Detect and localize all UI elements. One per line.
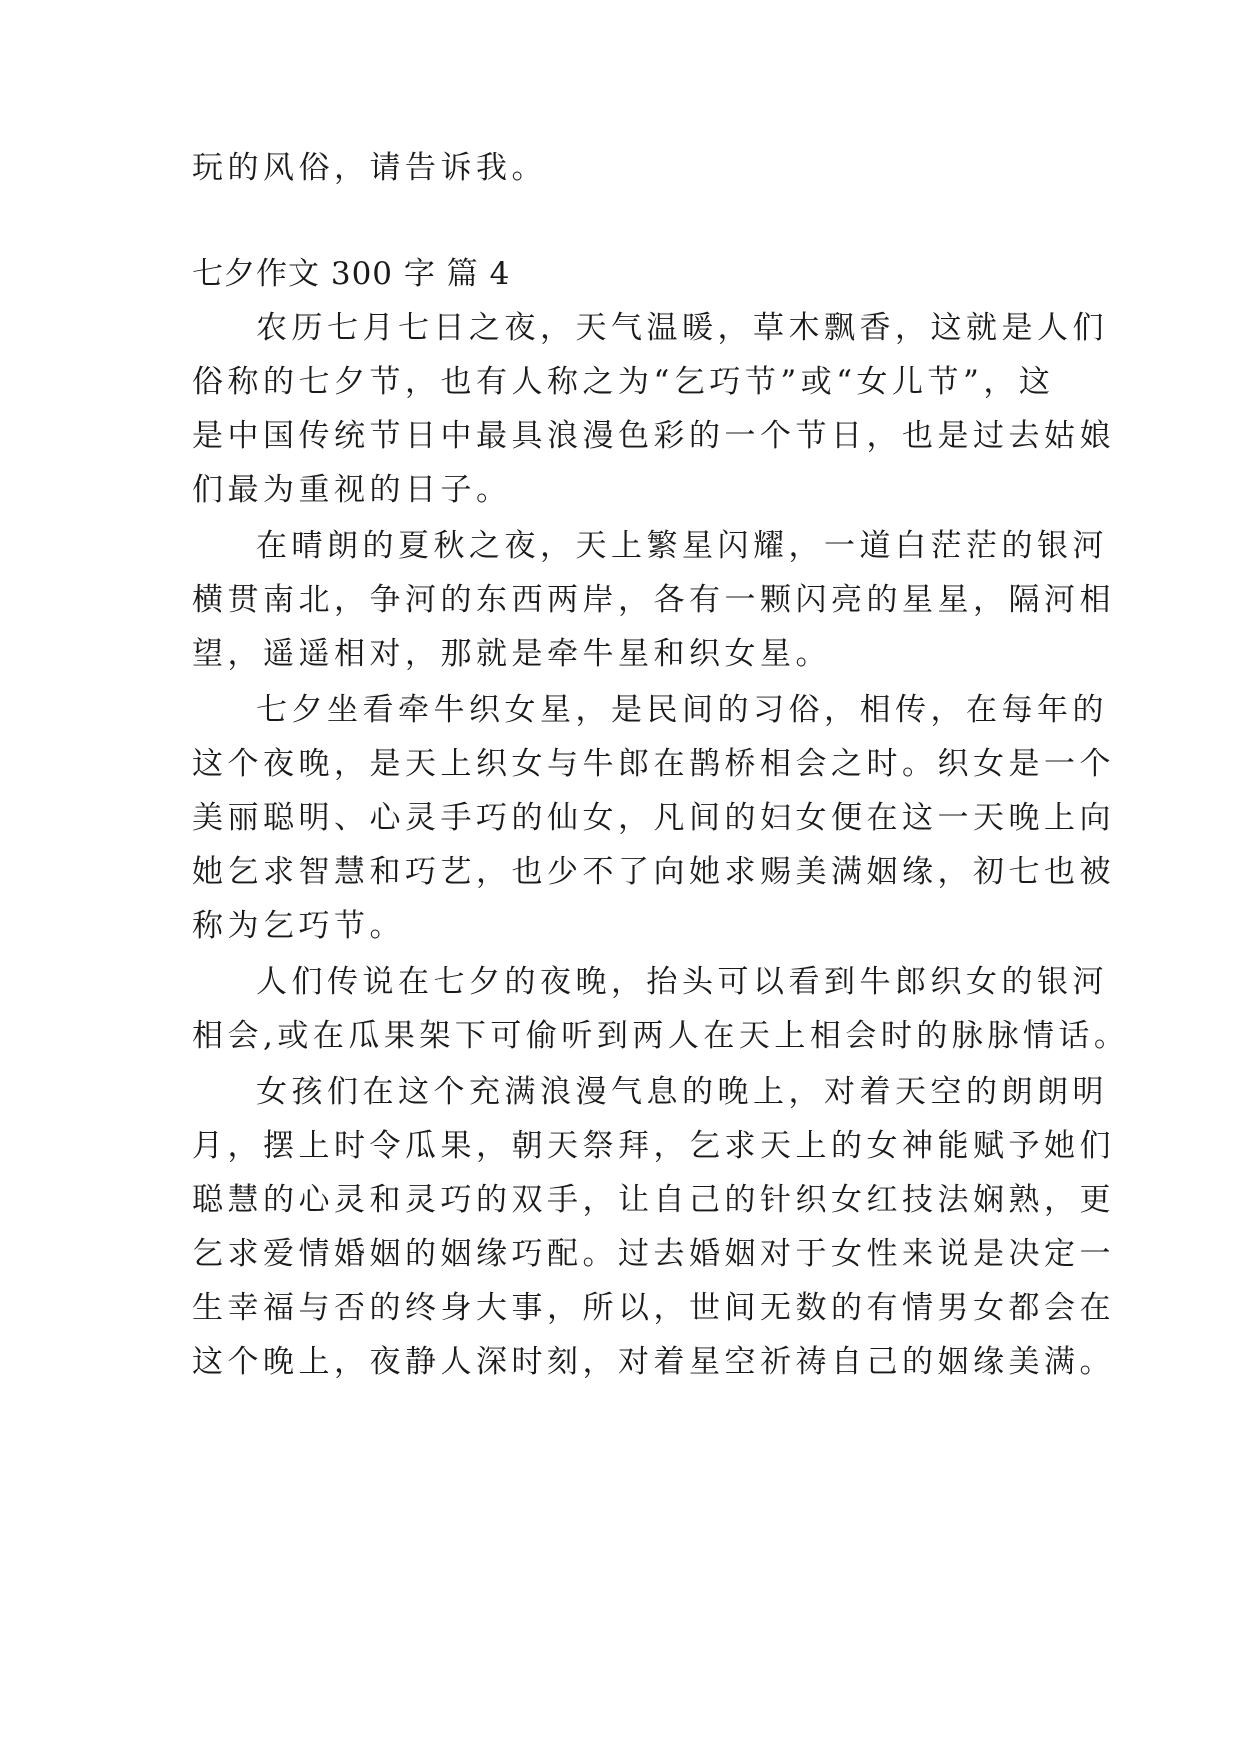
paragraph-line: 七夕坐看牵牛织女星，是民间的习俗，相传，在每年的 [256,692,1108,728]
paragraph-line: 望，遥遥相对，那就是牵牛星和织女星。 [192,636,831,672]
paragraph-line: 这个晚上，夜静人深时刻，对着星空祈祷自己的姻缘美满。 [192,1344,1115,1380]
paragraph-line: 相会,或在瓜果架下可偷听到两人在天上相会时的脉脉情话。 [192,1018,1130,1054]
paragraph-line: 人们传说在七夕的夜晚，抬头可以看到牛郎织女的银河 [256,964,1108,1000]
paragraph-line: 生幸福与否的终身大事，所以，世间无数的有情男女都会在 [192,1290,1115,1326]
paragraph-line: 美丽聪明、心灵手巧的仙女，凡间的妇女便在这一天晚上向 [192,800,1115,836]
paragraph-line: 横贯南北，争河的东西两岸，各有一颗闪亮的星星，隔河相 [192,582,1115,618]
paragraph-line: 她乞求智慧和巧艺，也少不了向她求赐美满姻缘，初七也被 [192,854,1115,890]
paragraph-line: 是中国传统节日中最具浪漫色彩的一个节日，也是过去姑娘 [192,418,1115,454]
paragraph-line: 这个夜晚，是天上织女与牛郎在鹊桥相会之时。织女是一个 [192,746,1115,782]
section-title: 七夕作文 300 字 篇 4 [192,256,511,292]
paragraph-line: 们最为重视的日子。 [192,472,512,508]
paragraph-line: 女孩们在这个充满浪漫气息的晚上，对着天空的朗朗明 [256,1074,1108,1110]
paragraph-line: 乞求爱情婚姻的姻缘巧配。过去婚姻对于女性来说是决定一 [192,1236,1115,1272]
paragraph-line: 俗称的七夕节，也有人称之为“乞巧节”或“女儿节”，这 [192,364,1055,400]
paragraph-line: 在晴朗的夏秋之夜，天上繁星闪耀，一道白茫茫的银河 [256,528,1108,564]
continuation-line: 玩的风俗，请告诉我。 [192,150,547,186]
paragraph-line: 称为乞巧节。 [192,908,405,944]
paragraph-line: 月，摆上时令瓜果，朝天祭拜，乞求天上的女神能赋予她们 [192,1128,1115,1164]
paragraph-line: 农历七月七日之夜，天气温暖，草木飘香，这就是人们 [256,310,1108,346]
paragraph-line: 聪慧的心灵和灵巧的双手，让自己的针织女红技法娴熟，更 [192,1182,1115,1218]
